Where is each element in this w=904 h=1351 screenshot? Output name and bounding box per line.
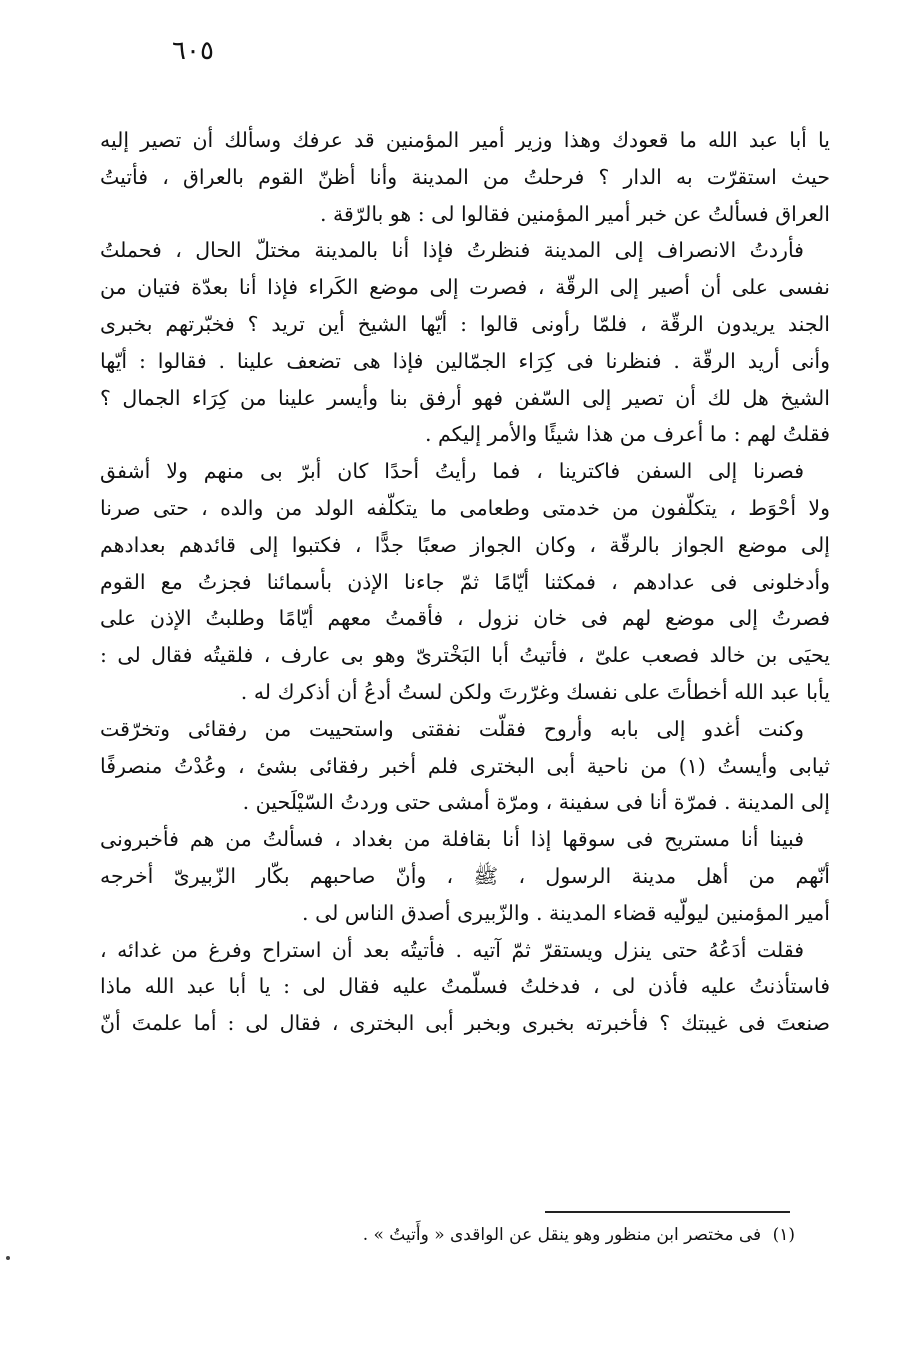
footnote-number: (١): [772, 1225, 795, 1245]
text-line: فصرتُ إلى موضع لهم فى خان نزول ، فأقمتُ معهم أيّامًا وطلبتُ الإذن على: [100, 606, 830, 631]
body-text: [100, 122, 830, 1042]
text-line: فأردتُ الانصراف إلى المدينة فنظرتُ فإذا أنا بالمدينة مختلّ الحال ، فحملتُ: [100, 238, 804, 263]
text-line: نفسى على أن أصير إلى الرقّة ، فصرت إلى موضع الكَراء فإذا أنا بعدّة فتيان من: [100, 275, 830, 300]
footnote-divider: [545, 1211, 790, 1213]
text-line: وأدخلونى فى عدادهم ، فمكثنا أيّامًا ثمّ جاءنا الإذن بأسمائنا فجزتُ مع القوم: [100, 569, 830, 594]
footnote-text: فى مختصر ابن منظور وهو ينقل عن الواقدى « وأَتيتُ » .: [362, 1225, 762, 1245]
text-line: فصرنا إلى السفن فاكترينا ، فما رأيتُ أحدًا كان أبرّ بى منهم ولا أشفق: [100, 459, 804, 484]
text-line: ولا أحْوَط ، يتكلّفون من خدمتى وطعامى ما يتكلّفه الولد من والده ، حتى صرنا: [100, 495, 830, 520]
text-line: إلى المدينة . فمرّة أنا فى سفينة ، ومرّة أمشى حتى وردتُ السّيْلَحين .: [242, 790, 830, 815]
text-line: وكنت أغدو إلى بابه وأروح فقلّت نفقتى واستحييت من رفقائى وتخرّقت: [100, 716, 804, 741]
text-line: ثيابى وأيستُ (١) من ناحية أبى البخترى فلم أخبر رفقائى بشئ ، وعُدْتُ منصرفًا: [100, 753, 830, 778]
paragraph: [100, 453, 830, 711]
text-line: الشيخ هل لك أن تصير إلى السّفن فهو أرفق بنا وأيسر علينا من كِرَاء الجمال ؟: [100, 385, 830, 410]
text-line: الجند يريدون الرقّة ، فلمّا رأونى قالوا : أيّها الشيخ أين تريد ؟ فخبّرتهم بخبرى: [100, 311, 830, 336]
text-line: حيث استقرّت به الدار ؟ فرحلتُ من المدينة وأنا أظنّ القوم بالعراق ، فأتيتُ: [100, 164, 830, 189]
text-line: إلى موضع الجواز بالرقّة ، وكان الجواز صعبًا جدًّا ، فكتبوا إلى قائدهم بعدادهم: [100, 532, 830, 557]
paragraph: [100, 932, 830, 1042]
page-number: ٦٠٥: [172, 36, 214, 66]
paragraph: [100, 711, 830, 821]
margin-speck: [6, 1256, 10, 1260]
text-line: فبينا أنا مستريح فى سوقها إذا أنا بقافلة من بغداد ، فسألتُ من هم فأخبرونى: [100, 827, 804, 852]
text-line: صنعتَ فى غيبتك ؟ فأخبرته بخبرى وبخبر أبى البخترى ، فقال لى : أما علمتَ أنّ: [100, 1011, 830, 1036]
paragraph: [100, 122, 830, 232]
text-line: وأنى أريد الرقّة . فنظرنا فى كِرَاء الجمّالين فإذا هى تضعف علينا . فقالوا : أيّها: [100, 348, 830, 373]
footnote: [200, 1225, 795, 1245]
text-line: أنّهم من أهل مدينة الرسول ، ﷺ ، وأنّ صاحبهم بكّار الزّبيرىّ أخرجه: [100, 863, 830, 888]
text-line: يأبا عبد الله أخطأتَ على نفسك وغرّرتَ ولكن لستُ أدعُ أن أذكرك له .: [240, 679, 830, 704]
text-line: فقلت أدَعُهُ حتى ينزل ويستقرّ ثمّ آتيه . فأتيتُه بعد أن استراح وفرغ من غدائه ،: [100, 937, 804, 962]
text-line: فقلتُ لهم : ما أعرف من هذا شيئًا والأمر إليكم .: [424, 422, 830, 447]
paragraph: [100, 821, 830, 931]
text-line: يحيَى بن خالد فصعب علىّ ، فأتيتُ أبا البَخْترىّ وهو بى عارف ، فلقيتُه فقال لى :: [100, 643, 830, 668]
text-line: يا أبا عبد الله ما قعودك وهذا وزير أمير المؤمنين قد عرفك وسألك أن تصير إليه: [100, 128, 830, 152]
text-line: العراق فسألتُ عن خبر أمير المؤمنين فقالوا لى : هو بالرّقة .: [319, 201, 830, 226]
text-line: أمير المؤمنين ليولّيه قضاء المدينة . والزّبيرى أصدق الناس لى .: [302, 900, 830, 925]
text-line: فاستأذنتُ عليه فأذن لى ، فدخلتُ فسلّمتُ عليه فقال لى : يا أبا عبد الله ماذا: [100, 974, 830, 999]
paragraph: [100, 232, 830, 453]
